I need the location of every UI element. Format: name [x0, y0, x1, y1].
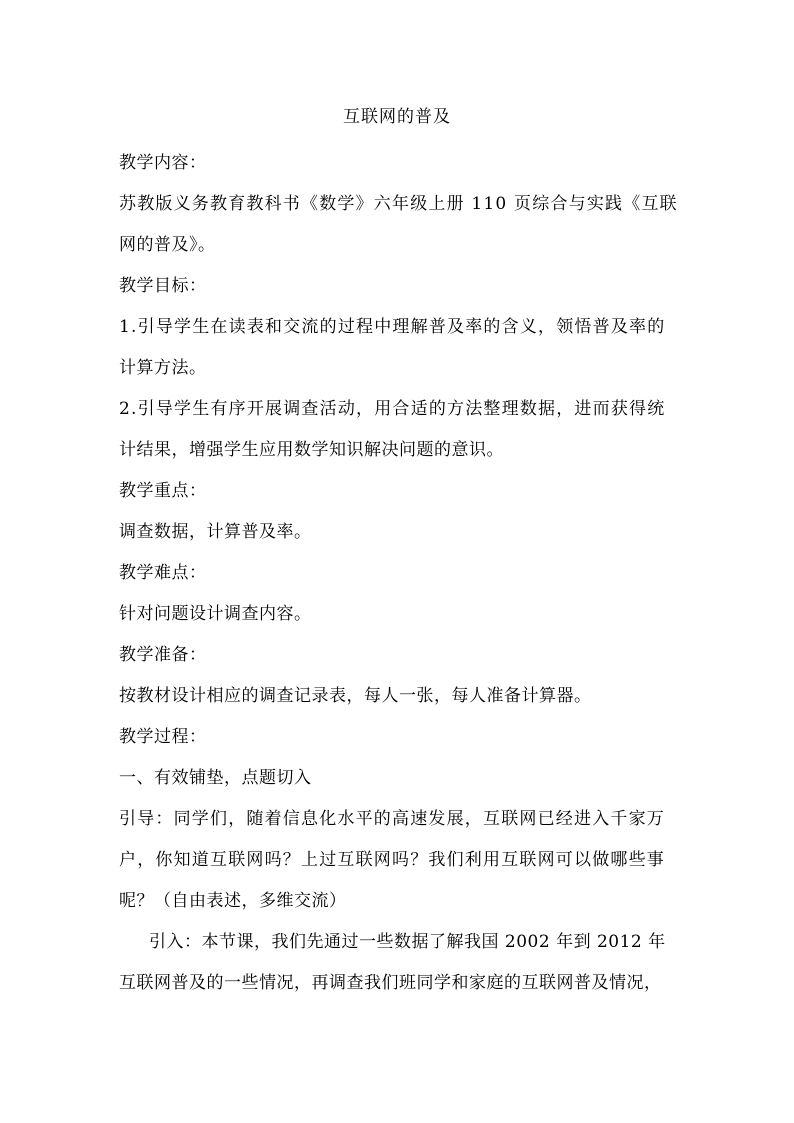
paragraph-line: 互联网普及的一些情况，再调查我们班同学和家庭的互联网普及情况， — [119, 973, 662, 993]
heading-key-points: 教学重点： — [119, 481, 207, 501]
heading-teaching-process: 教学过程： — [119, 727, 207, 747]
paragraph-line: 2.引导学生有序开展调查活动，用合适的方法整理数据，进而获得统 — [119, 399, 666, 419]
heading-preparation: 教学准备： — [119, 645, 207, 665]
paragraph-line: 计算方法。 — [119, 358, 207, 378]
paragraph-line: 1.引导学生在读表和交流的过程中理解普及率的含义，领悟普及率的 — [119, 317, 666, 337]
document-body — [119, 143, 678, 1004]
section-heading: 一、有效铺垫，点题切入 — [119, 768, 312, 788]
document-title: 互联网的普及 — [343, 107, 451, 127]
paragraph-line: 呢？（自由表述，多维交流） — [119, 891, 347, 911]
heading-teaching-content: 教学内容： — [119, 153, 207, 173]
paragraph-line: 按教材设计相应的调查记录表，每人一张，每人准备计算器。 — [119, 686, 592, 706]
paragraph-line: 引导：同学们，随着信息化水平的高速发展，互联网已经进入千家万 — [119, 809, 665, 829]
paragraph-line: 调查数据，计算普及率。 — [119, 522, 312, 542]
paragraph-line: 网的普及》。 — [119, 235, 216, 255]
paragraph-line: 苏教版义务教育教科书《数学》六年级上册 110 页综合与实践《互联 — [119, 194, 678, 214]
paragraph-line: 计结果，增强学生应用数学知识解决问题的意识。 — [119, 440, 504, 460]
heading-teaching-goals: 教学目标： — [119, 276, 207, 296]
paragraph-line: 户，你知道互联网吗？上过互联网吗？我们利用互联网可以做哪些事 — [119, 850, 665, 870]
paragraph-line: 针对问题设计调查内容。 — [119, 604, 312, 624]
heading-difficult-points: 教学难点： — [119, 563, 207, 583]
paragraph-line: 引入：本节课，我们先通过一些数据了解我国 2002 年到 2012 年 — [149, 932, 666, 952]
